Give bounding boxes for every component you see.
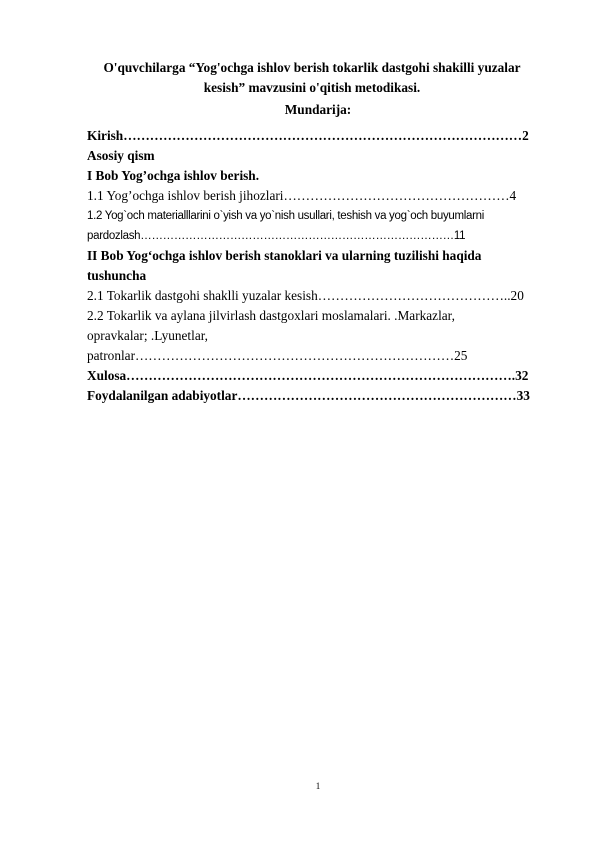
page-number: 1 — [315, 781, 321, 791]
document-title — [88, 58, 536, 98]
toc-chapter-2-continued[interactable]: tushuncha — [87, 268, 147, 283]
toc-entry-2-2-continued[interactable]: opravkalar; .Lyunetlar, — [87, 328, 208, 343]
toc-entry-2-1[interactable]: 2.1 Tokarlik dastgohi shaklli yuzalar kesish……………………………………..20 — [87, 288, 524, 303]
toc-entry-1-2-continued[interactable]: pardozlash…………………………………………………………………………11 — [87, 230, 466, 242]
toc-chapter-1[interactable]: I Bob Yog’ochga ishlov berish. — [87, 168, 260, 183]
title-line-1: O'quvchilarga “Yog'ochga ishlov berish tokarlik dastgohi shakilli yuzalar — [103, 60, 521, 75]
toc-entry-introduction[interactable]: Kirish………………………………………………………………………………2 — [87, 128, 529, 143]
toc-entry-1-1[interactable]: 1.1 Yog’ochga ishlov berish jihozlari……………………………………………4 — [87, 188, 517, 203]
toc-entry-conclusion[interactable]: Xulosa…………………………………………………………………………….32 — [87, 368, 529, 383]
toc-entry-2-2[interactable]: 2.2 Tokarlik va aylana jilvirlash dastgoxlari moslamalari. .Markazlar, — [87, 308, 455, 323]
toc-chapter-2[interactable]: II Bob Yog‘ochga ishlov berish stanoklari va ularning tuzilishi haqida — [87, 248, 482, 263]
toc-entry-references[interactable]: Foydalanilgan adabiyotlar………………………………………………………33 — [87, 388, 530, 403]
toc-entry-1-2[interactable]: 1.2 Yog`och materialllarini o`yish va yo`nish usullari, teshish va yog`och buyumlarni — [87, 210, 485, 222]
title-line-2: kesish” mavzusini o'qitish metodikasi. — [203, 80, 421, 95]
contents-heading: Mundarija: — [284, 102, 352, 117]
toc-entry-2-2-end[interactable]: patronlar………………………………………………………………25 — [87, 348, 468, 363]
toc-heading-main-part: Asosiy qism — [87, 148, 155, 163]
table-of-contents — [87, 126, 557, 406]
